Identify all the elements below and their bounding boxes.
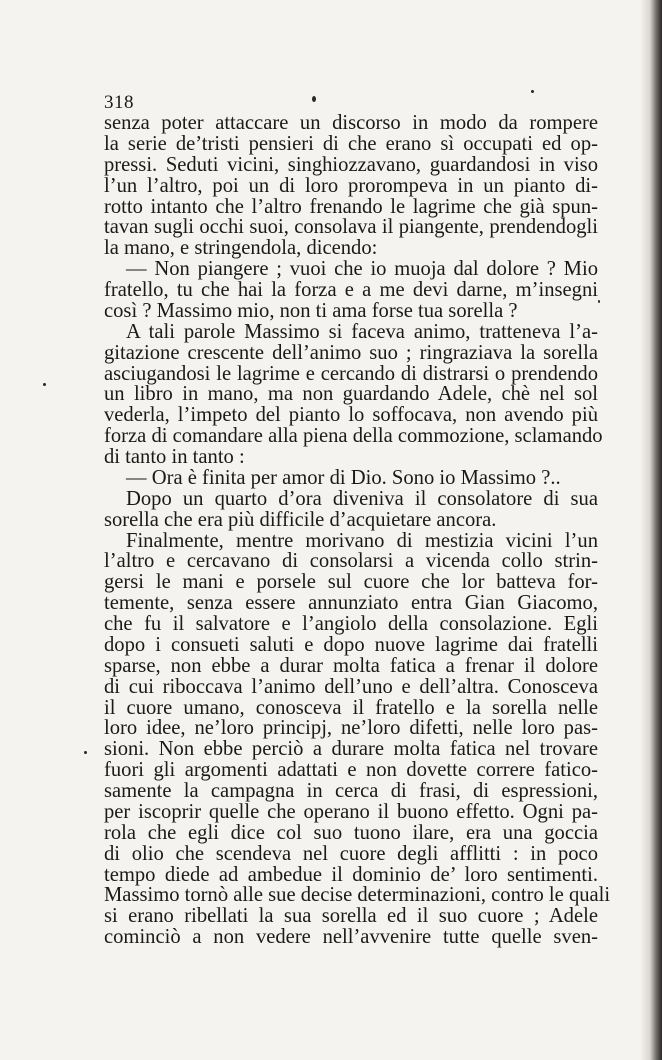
page-number: 318 [104,92,134,113]
text-line: Finalmente, mentre morivano di mestizia vicini l’un [126,529,598,552]
text-line: l’altro e cercavano di consolarsi a vicenda collo strin- [104,550,598,573]
text-line: senza poter attaccare un discorso in modo da rompere [104,112,598,134]
text-line: Massimo tornò alle sue decise determinazioni, contro le quali [104,884,611,907]
text-line: tempo diede ad ambedue il dominio de’ loro sentimenti. [104,863,598,886]
text-line: asciugandosi le lagrime e cercando di distrarsi o prendendo [104,362,598,385]
text-line: la serie de’tristi pensieri di che erano sì occupati ed op- [104,132,598,155]
print-speck [598,300,600,303]
text-line: di cui riboccava l’animo dell’uno e dell’altra. Conosceva [104,675,598,698]
text-line: di olio che scendeva nel cuore degli afflitti : in poco [104,842,598,865]
text-line: gitazione crescente dell’animo suo ; ringraziava la sorella [104,341,598,364]
text-line: che fu il salvatore e l’angiolo della consolazione. Egli [104,613,598,635]
text-line: — Non piangere ; vuoi che io muoja dal dolore ? Mio [126,258,598,281]
text-line: per iscoprir quelle che operano il buono effetto. Ogni pa- [104,800,598,823]
body-text [104,112,611,949]
text-line: temente, senza essere annunziato entra Gian Giacomo, [104,592,598,615]
text-line: sorella che era più difficile d’acquietare ancora. [104,508,497,531]
text-line: un libro in mano, ma non guardando Adele, chè nel sol [104,383,598,406]
text-line: fratello, tu che hai la forza e a me devi darne, m’insegni [104,279,598,301]
text-line: vederla, l’impeto del pianto lo soffocava, non avendo più [104,404,598,427]
text-line: — Ora è finita per amor di Dio. Sono io Massimo ?.. [126,466,561,489]
print-speck [43,383,46,386]
text-line: pressi. Seduti vicini, singhiozzavano, guardandosi in viso [104,153,598,176]
text-line: rola che egli dice col suo tuono ilare, era una goccia [104,821,598,844]
print-speck [84,751,87,754]
text-line: il cuore umano, conosceva il fratello e la sorella nelle [104,696,598,719]
print-speck [312,96,316,102]
text-line: sparse, non ebbe a durar molta fatica a frenar il dolore [104,654,598,677]
text-line: cominciò a non vedere nell’avvenire tutte quelle sven- [104,926,598,949]
text-line: si erano ribellati la sua sorella ed il suo cuore ; Adele [104,905,598,928]
text-line: gersi le mani e porsele sul cuore che lor batteva for- [104,571,598,594]
text-line: forza di comandare alla piena della commozione, sclamando [104,425,603,448]
text-line: dopo i consueti saluti e dopo nuove lagrime dai fratelli [104,633,598,656]
text-line: sioni. Non ebbe perciò a durare molta fatica nel trovare [104,738,598,761]
text-line: di tanto in tanto : [104,446,245,468]
text-line: loro idee, ne’loro principj, ne’loro difetti, nelle loro pas- [104,717,598,740]
text-line: samente la campagna in cerca di frasi, di espressioni, [104,780,598,802]
print-speck [531,90,534,93]
text-line: Dopo un quarto d’ora diveniva il consolatore di sua [126,487,598,510]
text-line: rotto intanto che l’altro frenando le lagrime che già spun- [104,195,598,218]
text-line: fuori gli argomenti adattati e non dovette correre fatico- [104,759,598,782]
text-line: la mano, e stringendola, dicendo: [104,237,378,260]
text-line: l’un l’altro, poi un di loro prorompeva in un pianto di- [104,174,598,197]
text-line: tavan sugli occhi suoi, consolava il piangente, prendendogli [104,216,598,239]
binding-edge [640,0,662,1060]
text-line: così ? Massimo mio, non ti ama forse tua sorella ? [104,299,518,322]
text-line: A tali parole Massimo si faceva animo, tratteneva l’a- [126,320,598,343]
